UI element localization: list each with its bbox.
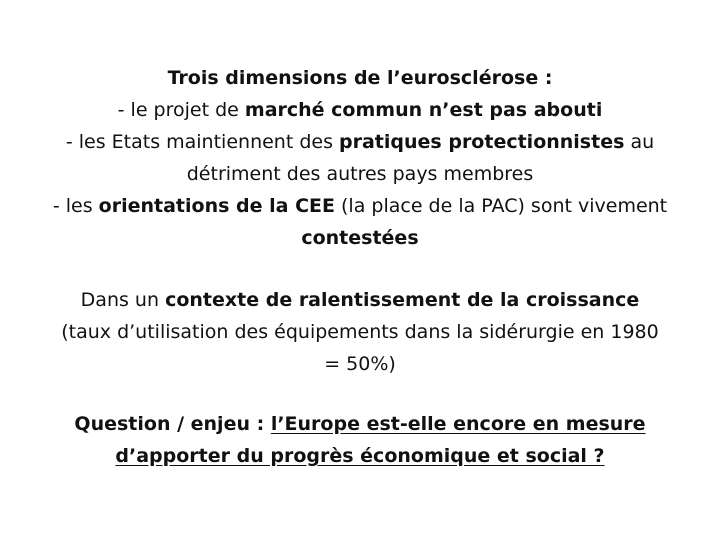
bullet-protectionism: - les Etats maintiennent des pratiques protectionnistes au [65,131,655,153]
context-line: Dans un contexte de ralentissement de la croissance [80,289,640,311]
question-line: Question / enjeu : l’Europe est-elle encore en mesure [74,413,646,435]
question-block [20,408,700,472]
context-detail: (taux d’utilisation des équipements dans la sidérurgie en 1980 [61,321,659,343]
bullet-cee-orientations-cont: contestées [301,227,419,249]
bullet-common-market: - le projet de marché commun n’est pas abouti [117,99,603,121]
context-detail-cont: = 50%) [324,353,396,375]
bullet-protectionism-cont: détriment des autres pays membres [186,163,534,185]
bullet-cee-orientations: - les orientations de la CEE (la place de la PAC) sont vivement [52,195,668,217]
context-block [20,284,700,380]
eurosclerosis-block [20,62,700,254]
eurosclerosis-heading: Trois dimensions de l’eurosclérose : [167,67,553,89]
question-line-cont: d’apporter du progrès économique et social ? [115,445,605,467]
